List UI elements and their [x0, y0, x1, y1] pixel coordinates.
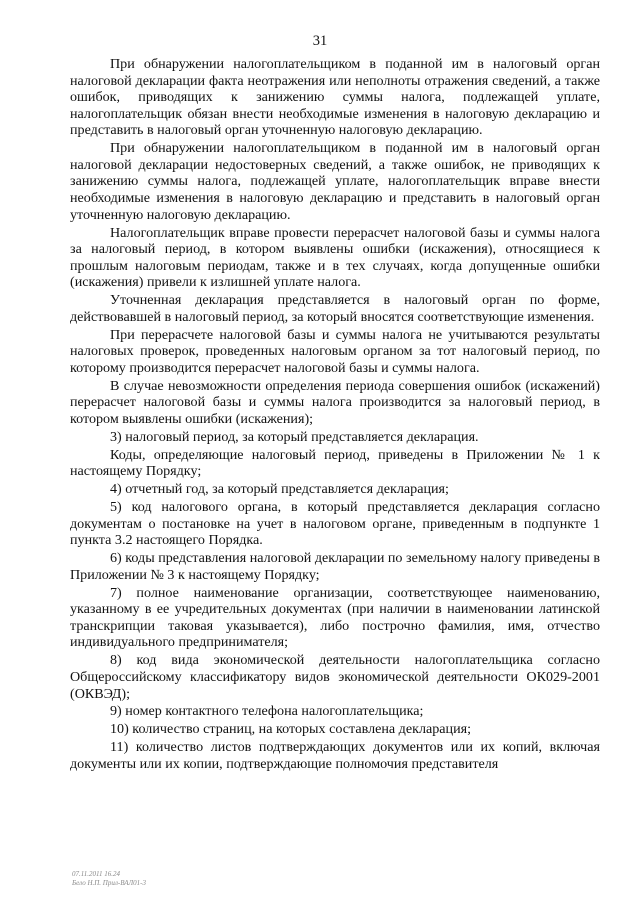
footer-timestamp: 07.11.2011 16.24: [72, 870, 120, 878]
list-item: 8) код вида экономической деятельности налогоплательщика согласно Общероссийскому классификатору видов экономической деятельности ОК029-2001 (ОКВЭД);: [70, 652, 600, 702]
list-item: 9) номер контактного телефона налогоплательщика;: [110, 703, 424, 720]
paragraph: В случае невозможности определения периода совершения ошибок (искажений) перерасчет налоговой базы и суммы налога производится за налоговый период, в котором выявлены ошибки (искажения);: [70, 377, 600, 427]
list-item: 10) количество страниц, на которых составлена декларация;: [110, 721, 472, 738]
paragraph: Налогоплательщик вправе провести перерасчет налоговой базы и суммы налога за налоговый период, в котором выявлены ошибки (искажения), относящиеся к прошлым налоговым периодам, также и в тех случаях, когда допущенные ошибки (искажения) привели к излишней уплате налога.: [70, 224, 600, 291]
paragraph: Коды, определяющие налоговый период, приведены в Приложении № 1 к настоящему Порядку;: [70, 446, 600, 480]
footer-file-reference: Бело Н.П. Прил-ВАЛ01-3: [72, 879, 146, 887]
paragraph: При обнаружении налогоплательщиком в поданной им в налоговый орган налоговой декларации факта неотражения или неполноты отражения сведений, а также ошибок, приводящих к занижению суммы налога, подлежащей уплате, налогоплательщик обязан внести необходимые изменения в налоговую декларацию и представить в налоговый орган уточненную налоговую декларацию.: [70, 56, 600, 139]
document-body: [70, 56, 600, 774]
list-item: 5) код налогового органа, в который представляется декларация согласно документам о постановке на учет в налоговом органе, приведенным в подпункте 1 пункта 3.2 настоящего Порядка.: [70, 499, 600, 549]
page-number: 31: [312, 33, 328, 49]
list-item: 7) полное наименование организации, соответствующее наименованию, указанному в ее учредительных документах (при наличии в наименовании латинской транскрипции таковая указывается), либо построчно фамилия, имя, отчество индивидуального предпринимателя;: [70, 584, 600, 651]
file-stamp-footer: [72, 870, 146, 888]
list-item: 3) налоговый период, за который представляется декларация.: [110, 428, 479, 445]
paragraph: При обнаружении налогоплательщиком в поданной им в налоговый орган налоговой декларации недостоверных сведений, а также ошибок, не приводящих к занижению суммы налога, подлежащей уплате, налогоплательщик вправе внести необходимые изменения в налоговую декларацию и представить в налоговый орган уточненную налоговую декларацию.: [70, 140, 600, 223]
paragraph: При перерасчете налоговой базы и суммы налога не учитываются результаты налоговых проверок, проведенных налоговым органом за тот налоговый период, по которому производится перерасчет налоговой базы и суммы налога.: [70, 326, 600, 376]
paragraph: Уточненная декларация представляется в налоговый орган по форме, действовавшей в налоговый период, за который вносятся соответствующие изменения.: [70, 292, 600, 325]
list-item: 4) отчетный год, за который представляется декларация;: [110, 481, 449, 498]
list-item: 6) коды представления налоговой декларации по земельному налогу приведены в Приложении № 3 к настоящему Порядку;: [70, 550, 601, 583]
list-item: 11) количество листов подтверждающих документов или их копий, включая документы или их копии, подтверждающие полномочия представителя: [70, 739, 600, 772]
